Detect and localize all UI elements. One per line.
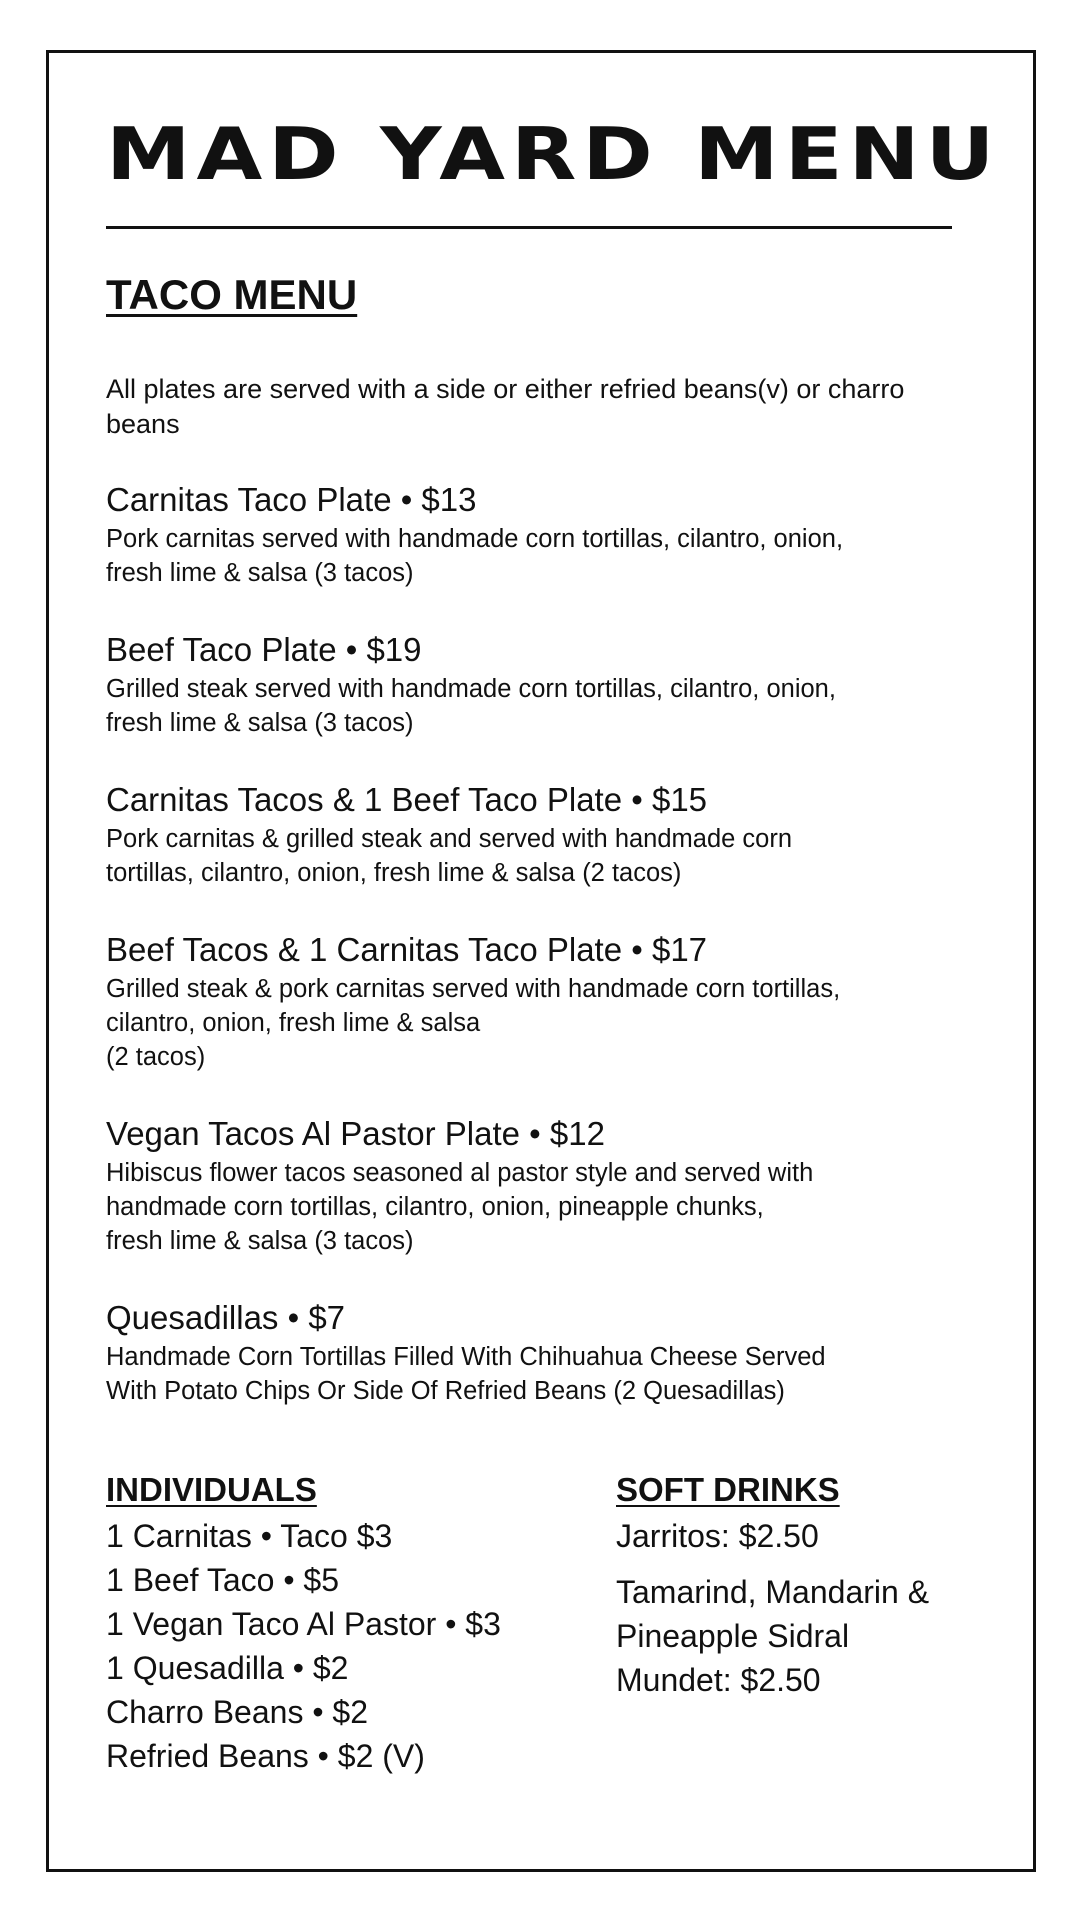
plate-list	[106, 480, 996, 1448]
menu-item-description: Grilled steak served with handmade corn tortillas, cilantro, onion, fresh lime & salsa (3 tacos)	[106, 675, 836, 737]
menu-item-title: Beef Taco Plate • $19	[106, 631, 422, 668]
menu-item-title: Vegan Tacos Al Pastor Plate • $12	[106, 1115, 605, 1152]
menu-item	[106, 630, 996, 740]
menu-title: MAD YARD MENU	[106, 112, 1001, 196]
menu-item-description: Pork carnitas & grilled steak and served with handmade corn tortillas, cilantro, onion, fresh lime & salsa (2 tacos)	[106, 825, 793, 887]
menu-item-title: Beef Tacos & 1 Carnitas Taco Plate • $17	[106, 931, 708, 968]
menu-item-title: Carnitas Tacos & 1 Beef Taco Plate • $15	[106, 781, 708, 818]
menu-item	[106, 480, 996, 590]
section-heading-taco-menu: TACO MENU	[106, 271, 358, 318]
individuals-heading: INDIVIDUALS	[106, 1471, 317, 1508]
menu-item-title: Carnitas Taco Plate • $13	[106, 481, 477, 518]
plates-intro-text: All plates are served with a side or either refried beans(v) or charro beans	[106, 374, 905, 439]
menu-item	[106, 780, 996, 890]
drink-item: Jarritos: $2.50	[616, 1518, 819, 1554]
menu-item-title: Quesadillas • $7	[106, 1299, 346, 1336]
individual-item: Charro Beans • $2	[106, 1694, 369, 1730]
individuals-section	[106, 1470, 606, 1778]
menu-item	[106, 1298, 996, 1408]
menu-item-description: Hibiscus flower tacos seasoned al pastor style and served with handmade corn tortillas, cilantro, onion, pineapple chunks, fresh lime & salsa (3 tacos)	[106, 1159, 814, 1255]
menu-item	[106, 930, 996, 1074]
title-divider	[106, 226, 952, 229]
drink-item: Tamarind, Mandarin & Pineapple Sidral Mundet: $2.50	[616, 1574, 930, 1698]
individual-item: 1 Vegan Taco Al Pastor • $3	[106, 1606, 501, 1642]
individual-item: 1 Beef Taco • $5	[106, 1562, 339, 1598]
individual-item: 1 Carnitas • Taco $3	[106, 1518, 393, 1554]
menu-item-description: Handmade Corn Tortillas Filled With Chihuahua Cheese Served With Potato Chips Or Side Of Refried Beans (2 Quesadillas)	[106, 1343, 826, 1405]
soft-drinks-section	[616, 1470, 996, 1702]
soft-drinks-heading: SOFT DRINKS	[616, 1471, 840, 1508]
menu-item	[106, 1114, 996, 1258]
individual-item: Refried Beans • $2 (V)	[106, 1738, 425, 1774]
individual-item: 1 Quesadilla • $2	[106, 1650, 349, 1686]
menu-item-description: Grilled steak & pork carnitas served with handmade corn tortillas, cilantro, onion, fresh lime & salsa (2 tacos)	[106, 975, 841, 1071]
menu-item-description: Pork carnitas served with handmade corn tortillas, cilantro, onion, fresh lime & salsa (3 tacos)	[106, 525, 844, 587]
